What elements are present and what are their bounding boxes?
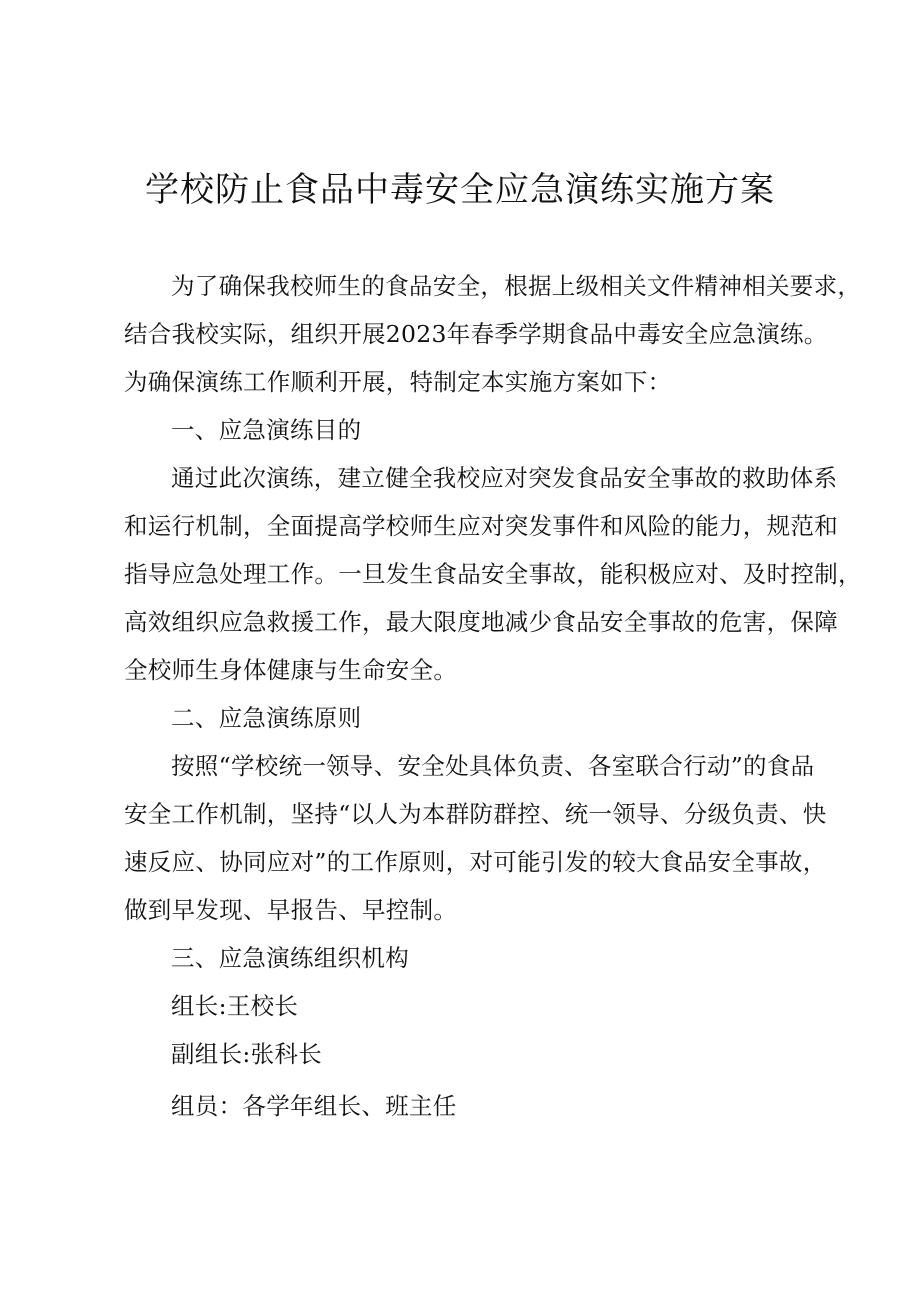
intro-line-2: 结合我校实际，组织开展2023年春季学期食品中毒安全应急演练。 <box>124 320 828 348</box>
section2-line-3: 速反应、协同应对”的工作原则，对可能引发的较大食品安全事故， <box>124 848 827 876</box>
intro-line-3: 为确保演练工作顺利开展，特制定本实施方案如下： <box>124 368 672 396</box>
section1-line-5: 全校师生身体健康与生命安全。 <box>124 656 458 684</box>
section2-line-4: 做到早发现、早报告、早控制。 <box>124 896 458 924</box>
section2-line-2: 安全工作机制，坚持“以人为本群防群控、统一领导、分级负责、快 <box>124 800 827 828</box>
section1-heading: 一、应急演练目的 <box>171 416 362 444</box>
section3-members: 组员：各学年组长、班主任 <box>171 1092 457 1120</box>
section3-deputy: 副组长:张科长 <box>171 1040 323 1068</box>
section3-leader: 组长:王校长 <box>171 992 299 1020</box>
document-title: 学校防止食品中毒安全应急演练实施方案 <box>145 170 775 210</box>
section2-heading: 二、应急演练原则 <box>171 704 362 732</box>
section3-heading: 三、应急演练组织机构 <box>171 944 409 972</box>
section1-line-2: 和运行机制，全面提高学校师生应对突发事件和风险的能力，规范和 <box>124 512 838 540</box>
section1-line-3: 指导应急处理工作。一旦发生食品安全事故，能积极应对、及时控制， <box>124 560 862 588</box>
section2-line-1: 按照“学校统一领导、安全处具体负责、各室联合行动”的食品 <box>171 752 815 780</box>
section1-line-4: 高效组织应急救援工作，最大限度地减少食品安全事故的危害，保障 <box>124 608 838 636</box>
intro-line-1: 为了确保我校师生的食品安全，根据上级相关文件精神相关要求， <box>171 272 862 300</box>
section1-line-1: 通过此次演练，建立健全我校应对突发食品安全事故的救助体系 <box>171 464 838 492</box>
